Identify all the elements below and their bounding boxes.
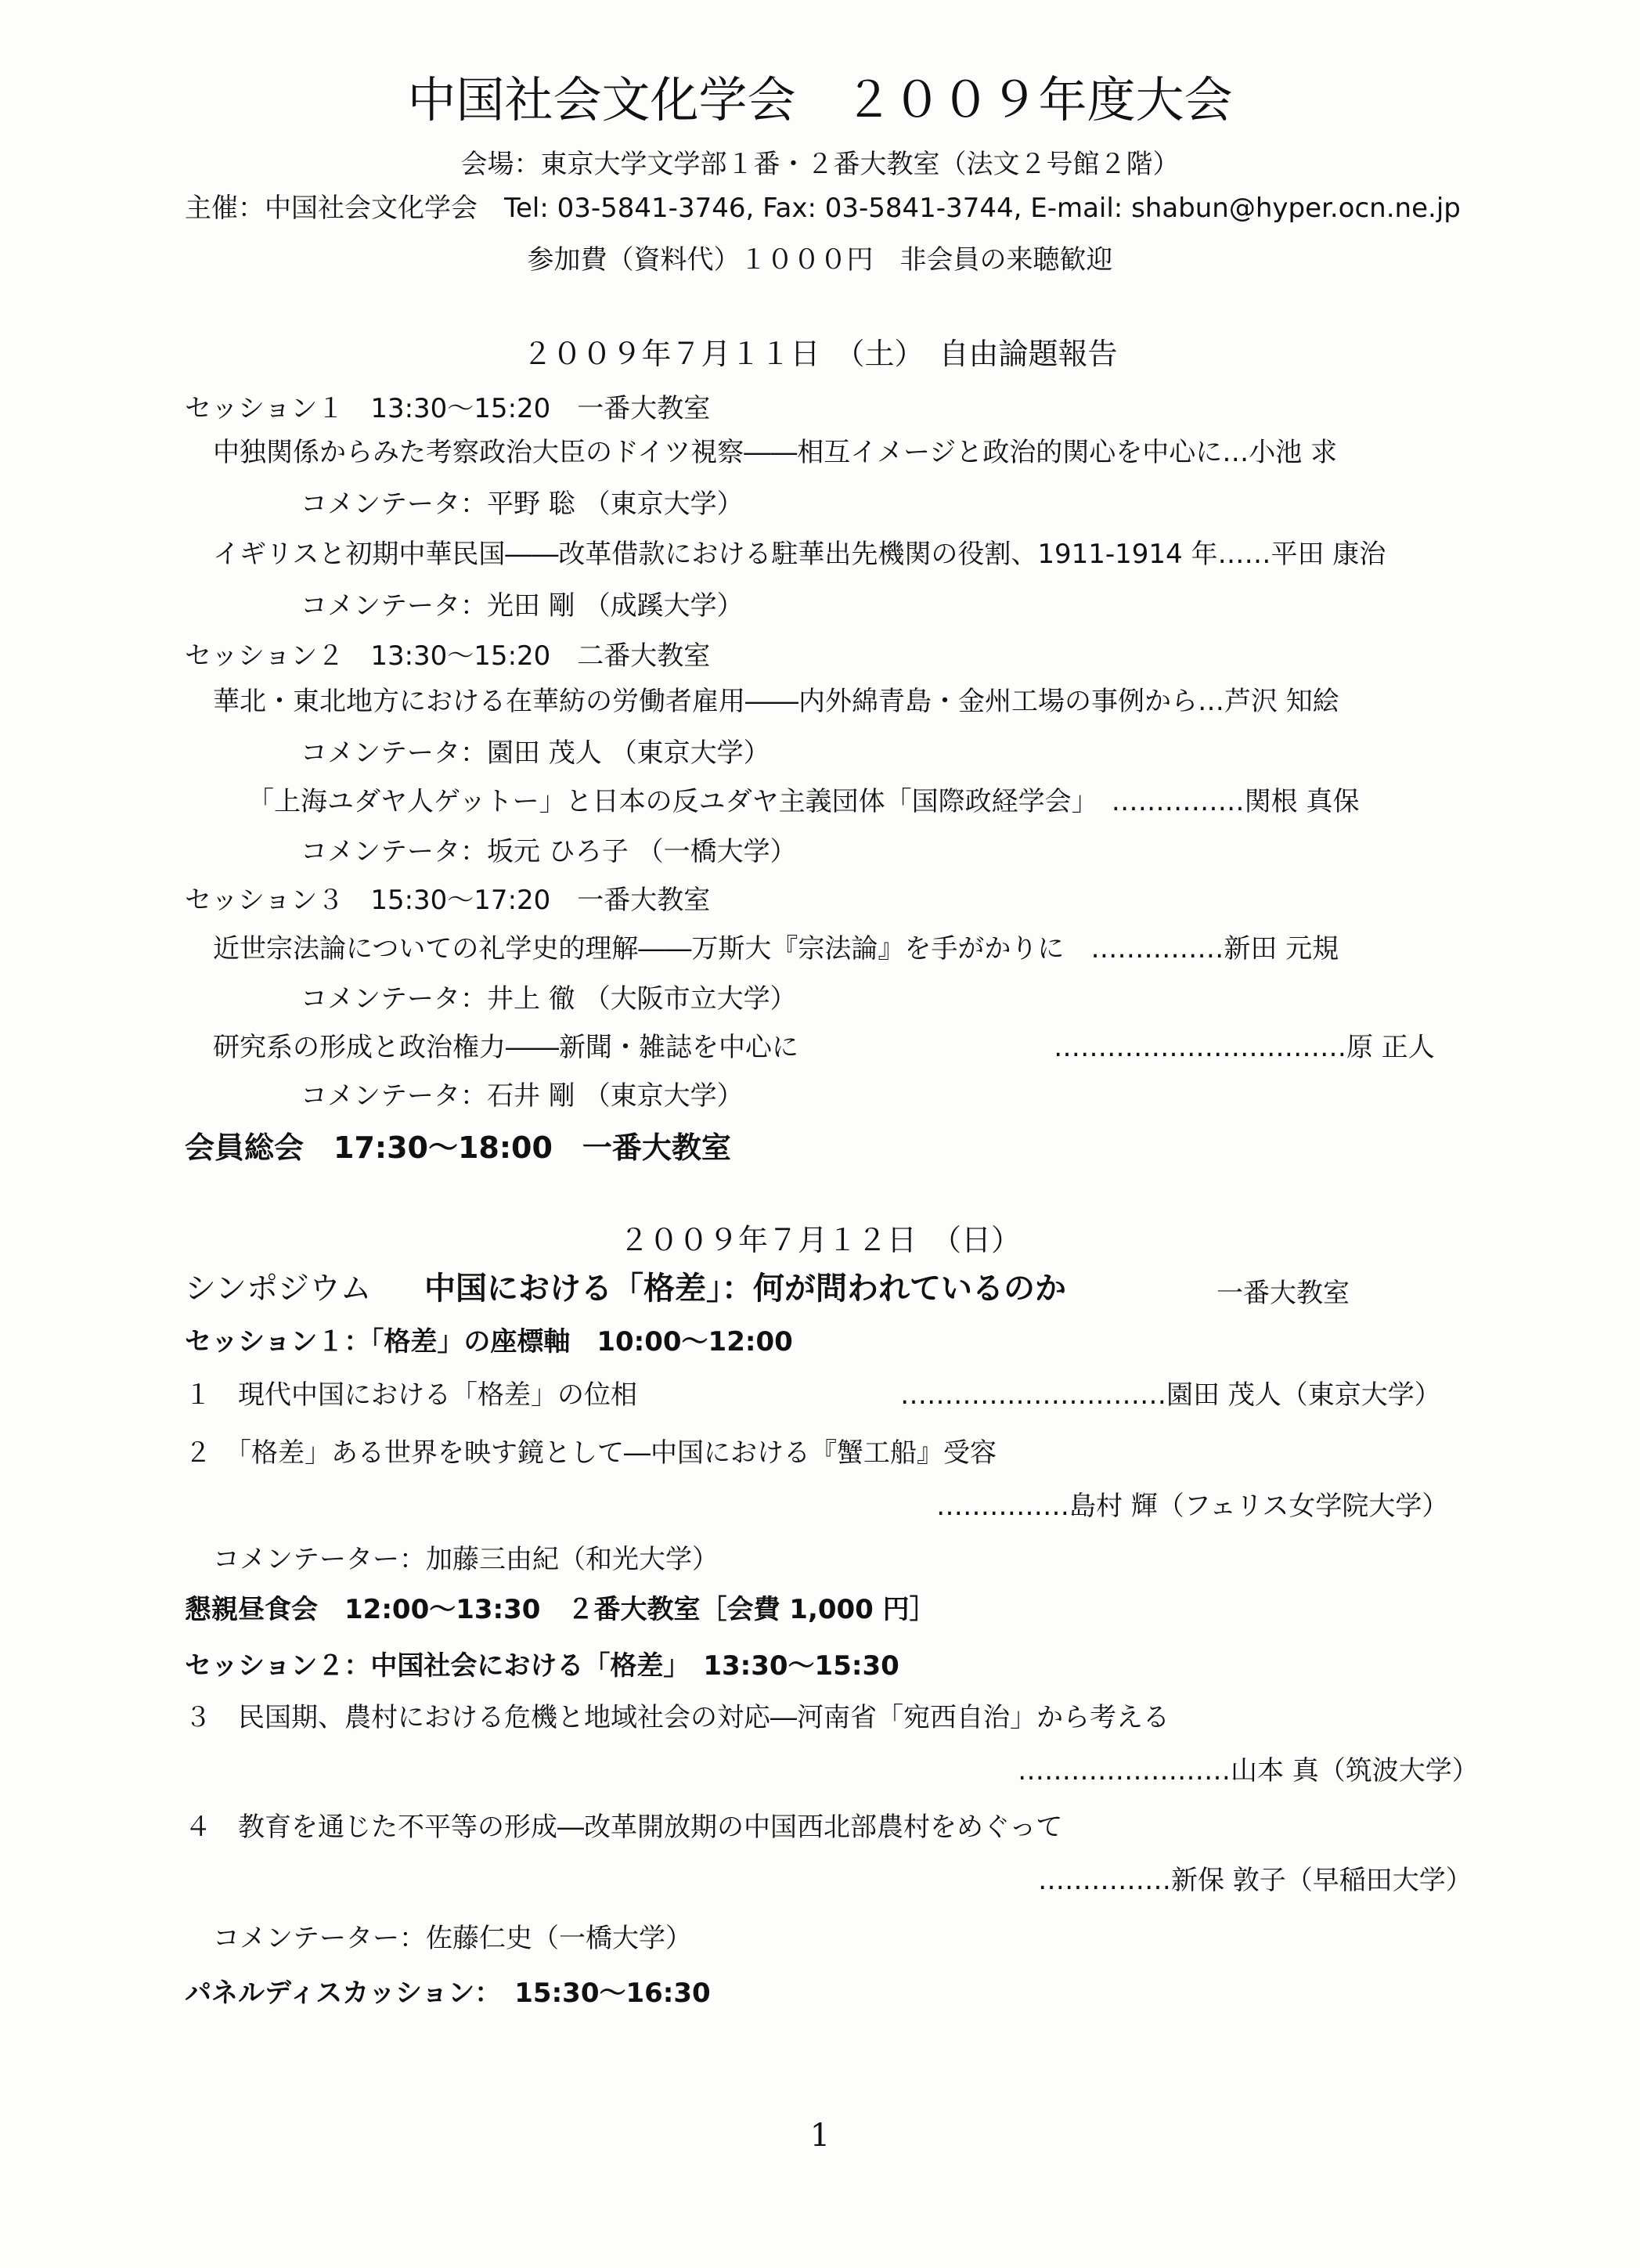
symposium-room: 一番大教室 (1216, 1278, 1350, 1309)
commentator-line: コメンテータ：平野 聡 （東京大学） (301, 489, 744, 520)
session2-heading: セッション２：中国社会における「格差」 13:30〜15:30 (185, 1650, 899, 1682)
presentation-title: 「上海ユダヤ人ゲットー」と日本の反ユダヤ主義団体「国際政経学会」 ……………関根 真保 (247, 786, 1360, 817)
day2-heading: ２００９年７月１２日 （日） (618, 1223, 1021, 1257)
commentator-line: コメンテーター：佐藤仁史（一橋大学） (213, 1923, 692, 1954)
presentation-title: １ 現代中国における「格差」の位相 (185, 1379, 637, 1411)
fee-line: 参加費（資料代）１０００円 非会員の来聴歓迎 (527, 244, 1113, 276)
page-number: 1 (809, 2118, 831, 2154)
symposium-label: シンポジウム (185, 1271, 372, 1307)
commentator-line: コメンテータ：坂元 ひろ子 （一橋大学） (301, 836, 797, 867)
commentator-line: コメンテータ：井上 徹 （大阪市立大学） (301, 983, 797, 1015)
general-meeting-line: 会員総会 17:30〜18:00 一番大教室 (185, 1130, 731, 1165)
panel-discussion-line: パネルディスカッション： 15:30〜16:30 (185, 1978, 711, 2009)
venue-line: 会場：東京大学文学部１番・２番大教室（法文２号館２階） (460, 149, 1180, 180)
session1-heading: セッション１ 13:30〜15:20 一番大教室 (185, 393, 711, 424)
presentation-author: ……………新保 敦子（早稲田大学） (1038, 1865, 1472, 1896)
presentation-title: ４ 教育を通じた不平等の形成―改革開放期の中国西北部農村をめぐって (185, 1812, 1063, 1843)
commentator-line: コメンテータ：園田 茂人 （東京大学） (301, 737, 770, 769)
session3-heading: セッション３ 15:30〜17:20 一番大教室 (185, 885, 711, 916)
commentator-line: コメンテータ：光田 剛 （成蹊大学） (301, 590, 744, 622)
host-line: 主催：中国社会文化学会 Tel: 03-5841-3746, Fax: 03-5841-3744, E-mail: shabun@hyper.ocn.ne.jp (185, 193, 1461, 224)
session1-heading: セッション１：「格差」の座標軸 10:00〜12:00 (185, 1326, 793, 1358)
symposium-title: 中国における「格差」：何が問われているのか (424, 1271, 1066, 1307)
presentation-author: ……………………………原 正人 (1054, 1032, 1435, 1063)
presentation-title: ３ 民国期、農村における危機と地域社会の対応―河南省「宛西自治」から考える (185, 1702, 1170, 1733)
presentation-title: 近世宗法論についての礼学史的理解――万斯大『宗法論』を手がかりに ……………新田 元規 (213, 933, 1339, 965)
presentation-author: …………………………園田 茂人（東京大学） (900, 1379, 1441, 1411)
page-title: 中国社会文化学会 ２００９年度大会 (407, 71, 1233, 128)
day1-heading: ２００９年７月１１日 （土） 自由論題報告 (522, 337, 1118, 371)
commentator-line: コメンテータ：石井 剛 （東京大学） (301, 1080, 744, 1112)
presentation-author: ……………………山本 真（筑波大学） (1018, 1755, 1479, 1787)
presentation-title: 華北・東北地方における在華紡の労働者雇用――内外綿青島・金州工場の事例から…芦沢 知絵 (213, 686, 1339, 717)
commentator-line: コメンテーター：加藤三由紀（和光大学） (213, 1544, 719, 1575)
presentation-title: ２ 「格差」ある世界を映す鏡として―中国における『蟹工船』受容 (185, 1437, 997, 1469)
presentation-title: 中独関係からみた考察政治大臣のドイツ視察――相互イメージと政治的関心を中心に…小池 求 (213, 437, 1338, 468)
session2-heading: セッション２ 13:30〜15:20 二番大教室 (185, 640, 711, 672)
presentation-title: イギリスと初期中華民国――改革借款における駐華出先機関の役割、1911-1914 年……平田 康治 (213, 539, 1386, 570)
presentation-author: ……………島村 輝（フェリス女学院大学） (936, 1491, 1449, 1522)
presentation-title: 研究系の形成と政治権力――新聞・雑誌を中心に (213, 1032, 798, 1063)
lunch-line: 懇親昼食会 12:00〜13:30 ２番大教室［会費 1,000 円］ (185, 1594, 936, 1625)
